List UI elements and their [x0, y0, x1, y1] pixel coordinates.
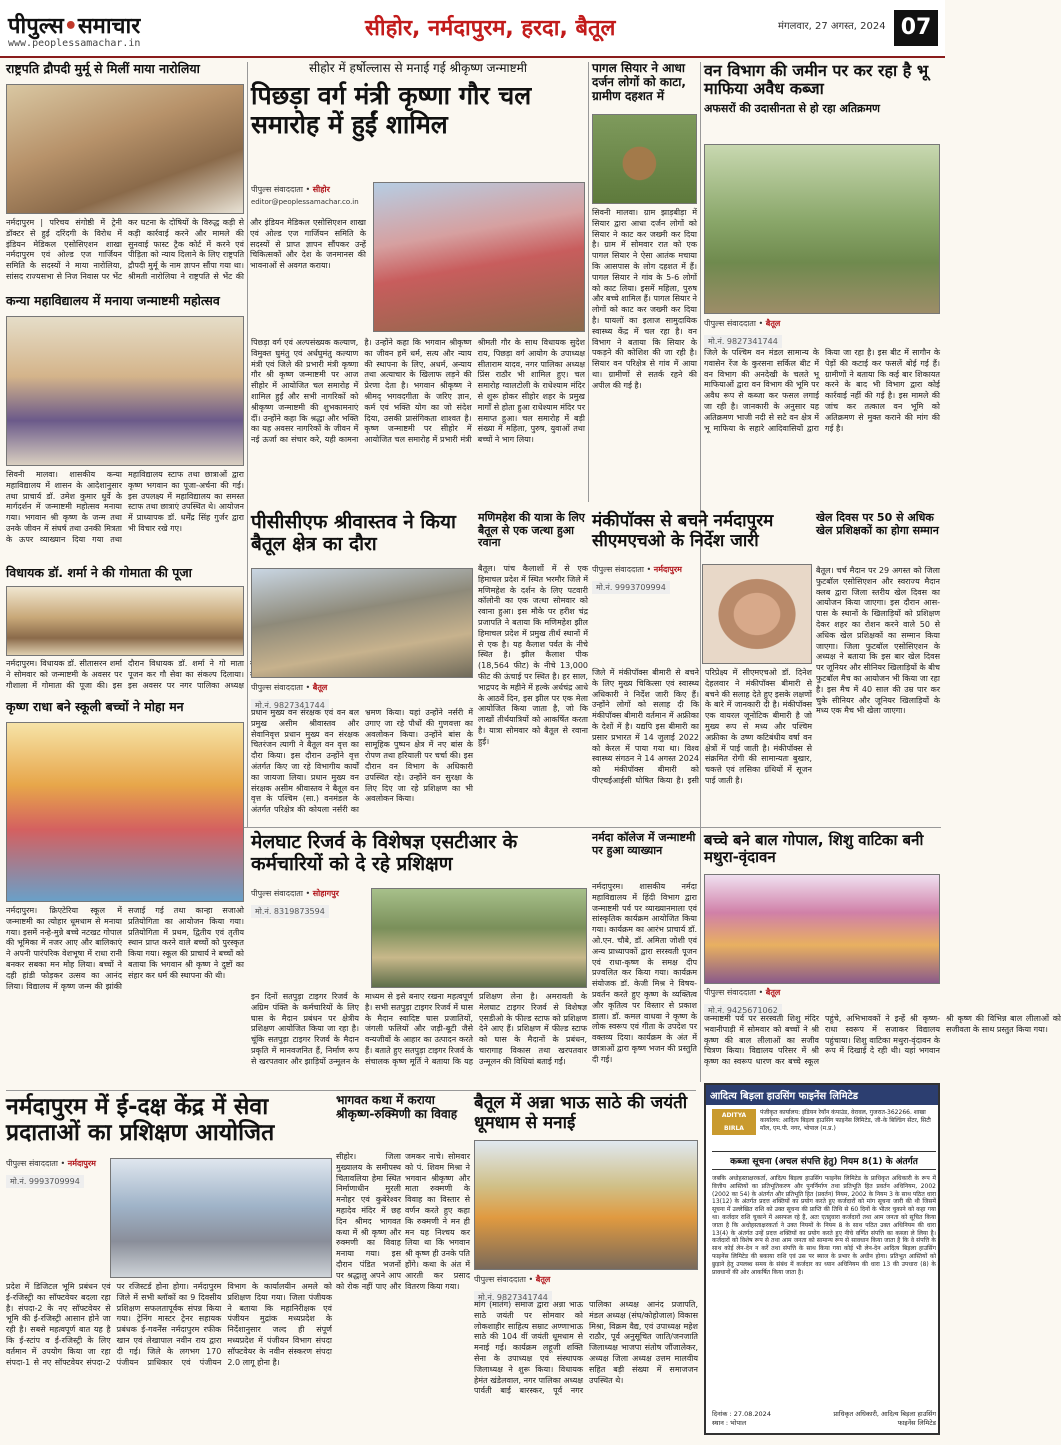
story-body: प्रधान मुख्य वन संरक्षक एवं वन बल प्रमुख असीम श्रीवास्तव और सेवानिवृत्त प्रधान मुख्य वन संरक्षक चितरंजन त्यागी ने बैतूल वन वृत्त का दौरा किया। इस दौरान उन्होंने वृत्त अंतर्गत किए जा रहे विभागीय कार्यों का जायजा लिया। प्रधान मुख्य वन संरक्षक असीम श्रीवास्तव ने बैतूल वन वृत्त के पश्चिम (सा.) वनमंडल के अंतर्गत परिक्षेत्र की कोयला नर्सरी का भ्रमण किया। यहां उन्होंने नर्सरी में उगाए जा रहे पौधों की गुणवत्ता का अवलोकन किया। उन्होंने बांस के सामूहिक पुष्पन क्षेत्र में नए बांस के रोपण तथा हरियाली पर चर्चा की। इस दौरान वन विभाग के अधिकारी उपस्थित रहे। उन्होंने वन सुरक्षा के लिए दिए जा रहे प्रशिक्षण का भी अवलोकन किया। — [251, 708, 473, 815]
story-mobile[interactable]: मो.नं. 9827341744 — [251, 699, 329, 712]
notice-body: जबकि अधोहस्ताक्षरकर्ता, आदित्य बिड़ला हाउसिंग फाइनेंस लिमिटेड के प्राधिकृत अधिकारी के रूप में वित्तीय आस्तियों का प्रतिभूतिकरण और पुनर्निर्माण तथा प्रतिभूति हित प्रवर्तन अधिनियम, 2002 (2002 का 54) के अंतर्गत और प्रतिभूति हित (प्रवर्तन) नियम, 2002 के नियम 3 के साथ पठित धारा 13(12) के अंतर्गत प्रदत्त शक्तियों का प्रयोग करते हुए कर्जदारों को मांग सूचना जारी की थी जिसमें सूचना में उल्लेखित राशि को उक्त सूचना की प्राप्ति की तिथि से 60 दिनों के भीतर चुकाने को कहा गया था। कर्जदार राशि चुकाने में असफल रहे हैं, अतः एतद्द्वारा कर्जदारों तथा आम जनता को सूचित किया जाता है कि अधोहस्ताक्षरकर्ता ने उक्त नियमों के नियम 8 के साथ पठित उक्त अधिनियम की धारा 13(4) के अंतर्गत उन्हें प्रदत्त शक्तियों का प्रयोग करते हुए नीचे वर्णित संपत्ति का कब्जा ले लिया है। कर्जदारों को विशेष रूप से तथा आम जनता को सामान्य रूप से सावधान किया जाता है कि वे संपत्ति के साथ कोई लेन-देन न करें तथा संपत्ति के साथ किया गया कोई भी लेन-देन आदित्य बिड़ला हाउसिंग फाइनेंस लिमिटेड की बकाया राशि एवं उस पर ब्याज के प्रभार के अधीन होगा। प्रतिभूत आस्तियों को छुड़ाने हेतु उपलब्ध समय के संबंध में कर्जदार का ध्यान अधिनियम की धारा 13 की उपधारा (8) के प्रावधानों की ओर आकर्षित किया जाता है। — [712, 1175, 936, 1276]
story-body: पिछड़ा वर्ग एवं अल्पसंख्यक कल्याण, विमुक्त घुमंतु एवं अर्धघुमंतु कल्याण मंत्री एवं जिले की प्रभारी मंत्री कृष्णा गौर श्री कृष्ण जन्माष्टमी पर आज सीहोर में आयोजित चल समारोह में शामिल हुईं और सभी नागरिकों को श्रीकृष्ण जन्माष्टमी की शुभकामनाएं दीं। उन्होंने कहा कि श्रद्धा और भक्ति का यह अवसर नागरिकों के जीवन में नई ऊर्जा का संचार करे, यही कामना है। उन्होंने कहा कि भगवान श्रीकृष्ण का जीवन हमें धर्म, सत्य और न्याय की स्थापना के लिए, अधर्म, अन्याय तथा अत्याचार के खिलाफ लड़ने की प्रेरणा देता है। भगवान श्रीकृष्ण ने श्रीमद् भगवदगीता के जरिए ज्ञान, कर्म एवं भक्ति योग का जो संदेश दिया, उसकी प्रासंगिकता शाश्वत है। कृष्ण जन्माष्टमी पर सीहोर में आयोजित चल समारोह में प्रभारी मंत्री श्रीमती गौर के साथ विधायक सुदेश राय, पिछड़ा वर्ग आयोग के उपाध्यक्ष सीताराम यादव, नगर पालिका अध्यक्ष प्रिंस राठौर भी शामिल हुए। चल समारोह ग्वालटोली के राधेश्याम मंदिर से शुरू होकर सीहोर शहर के प्रमुख मार्गों से होता हुआ राधेश्याम मंदिर पर समाप्त हुआ। चल समारोह में बड़ी संख्या में महिला, पुरुष, युवाओं तथा बच्चों ने भाग लिया। — [251, 338, 585, 445]
story-body: नर्मदापुरम। विधायक डॉ. सीतासरन शर्मा ने सोमवार को जन्माष्टमी के अवसर पर गौशाला में गोमाता की पूजा की। इस दौरान विधायक डॉ. शर्मा ने गो माता पूजन कर गौ सेवा का संकल्प दिलाया। इस अवसर पर नगर पालिका अध्यक्ष — [6, 659, 244, 690]
notice-company: आदित्य बिड़ला हाउसिंग फाइनेंस लिमिटेड — [706, 1085, 938, 1105]
story-headline: मंकीपॉक्स से बचने नर्मदापुरम सीएमएचओ के निर्देश जारी — [592, 511, 774, 551]
notice-signatory: प्राधिकृत अधिकारी, आदित्य बिड़ला हाउसिंग फाइनेंस लिमिटेड — [833, 1410, 936, 1427]
story-body: इन दिनों सतपुड़ा टाइगर रिजर्व के अग्रिम पंक्ति के कर्मचारियों के लिए घास के मैदान प्रबंधन पर क्षेत्रीय प्रशिक्षण आयोजित किया जा रहा है। चूंकि सतपुड़ा टाइगर रिजर्व के मैदान प्रकृति में मानवजनित हैं, निर्माण रूप से खरपतवार और झाड़ियों उन्मूलन के माध्यम से इसे बनाए रखना महत्वपूर्ण है। सभी सतपुड़ा टाइगर रिजर्व में घास के मैदान स्वादिष्ट घास प्रजातियों, जंगली फलियों और जड़ी-बूटी जैसे वन्यजीवों के आहार का उत्पादन करते हैं। बताते हुए सतपुड़ा टाइगर रिजर्व के संचालक कृष्ण मूर्ति ने बताया कि यह प्रशिक्षण लेना है। अमरावती के मेलघाट टाइगर रिजर्व से विशेषज्ञ एसडीओ के फील्ड स्टाफ को प्रशिक्षण देने आए हैं। प्रशिक्षण में फील्ड स्टाफ को घास के मैदानों के प्रबंधन, चारागाह विकास तथा खरपतवार उन्मूलन की विधियां बताई गईं। — [251, 992, 587, 1066]
story-body: नर्मदापुरम। शासकीय नर्मदा महाविद्यालय में हिंदी विभाग द्वारा जन्माष्टमी पर्व पर व्याख्यानमाला एवं सांस्कृतिक कार्यक्रम आयोजित किया गया। कार्यक्रम का आरंभ प्राचार्य डॉ. ओ.एन. चौबे, डॉ. अमिता जोशी एवं अन्य प्राध्यापकों द्वारा सरस्वती पूजन एवं राधा-कृष्ण के समक्ष दीप प्रज्वलित कर किया गया। कार्यक्रम संयोजक डॉ. केजी मिश्र ने विषय-प्रवर्तन करते हुए कृष्ण के व्यक्तित्व और कृतित्व पर विस्तार से प्रकाश डाला। डॉ. कमल वाधवा ने कृष्ण के लोक स्वरूप एवं गीता के उपदेश पर वक्तव्य दिया। कार्यक्रम के अंत में छात्राओं द्वारा कृष्ण भजन की प्रस्तुति दी गई। — [592, 882, 697, 1064]
story-body: मांग (मातंग) समाज द्वारा अन्ना भाऊ साठे जयंती पर सोमवार को लोकशाहीर साहित्य सम्राट अण्णाभाऊ साठे की 104 वीं जयंती धूमधाम से मनाई गई। कार्यक्रम लहूजी शक्ति सेना के उपाध्यक्ष एवं संस्थापक जिलाध्यक्ष ने शुरू किया। विधायक हेमंत खंडेलवाल, नगर पालिका अध्यक्ष पार्वती बाई बारस्कर, पूर्व नगर पालिका अध्यक्ष आनंद प्रजापति, मंडल अध्यक्ष (संघ/कोहोजाल) विकास मिश्रा, विक्रम वैद्य, एवं उपाध्यक्ष महेश राठौर, पूर्व अनुसूचित जाति/जनजाति जिलाध्यक्ष भाजपा संतोष जौंजालेकर, अध्यक्ष जिला अध्यक्ष उत्तम मालवीय सहित बड़ी संख्या में समाजजन उपस्थित थे। — [474, 1300, 698, 1396]
photo-president-meeting[interactable] — [6, 84, 244, 214]
story-cow[interactable] — [6, 566, 244, 698]
story-body: नर्मदापुरम। क्रिएटेरिया स्कूल में जन्माष्टमी का त्योहार धूमधाम से मनाया गया। इसमें नन्हे-मुन्ने बच्चे नटखट गोपाल की भूमिका में नजर आए और बालिकाएं ने अपनी पारंपरिक वेशभूषा में राधा रानी बनकर सबका मन मोह लिया। बच्चों ने दही हांडी फोड़कर उत्सव का आनंद लिया। विद्यालय में कृष्ण जन्म की झांकी सजाई गई तथा कान्हा सजाओ प्रतियोगिता का आयोजन किया गया। प्रतियोगिता में प्रथम, द्वितीय एवं तृतीय स्थान प्राप्त करने वाले बच्चों को पुरस्कृत किया गया। स्कूल की प्राचार्य ने बच्चों को बताया कि भगवान श्री कृष्ण ने दुष्टों का संहार कर धर्म की स्थापना की थी। — [6, 906, 244, 991]
story-body: सीहोर। जिला मुख्यालय के समीपस्थ चितावलिया हेमा स्थित निर्माणाधीन मुरली मनोहर एवं कुबेरेश्वर महादेव मंदिर में छह दिन श्रीमद भागवत कथा में श्री कृष्ण और रुक्मणी का विवाह मनाया गया। इस दौरान पंडित भजनों पर श्रद्धालु अपने आप को रोक नहीं पाए और जमकर नाचे। सोमवार को पं. शिवम मिश्रा ने भगवान श्रीकृष्ण और माता रुक्मणी के विवाह का विस्तार से वर्णन करते हुए कहा कि रुक्मणी ने मन ही मन यह निश्चय कर लिया था कि भगवान श्री कृष्ण ही उनके पति होंगे। कथा के अंत में आरती कर प्रसाद वितरण किया गया। — [336, 1152, 470, 1291]
issue-date: मंगलवार, 27 अगस्त, 2024 — [778, 21, 886, 32]
photo-cow-worship[interactable] — [6, 586, 244, 656]
story-body: प्रदेश में डिजिटल भूमि प्रबंधन एवं ई-रजिस्ट्री का सॉफ्टवेयर बदला रहा है। संपदा-2 के नए सॉफ्टवेयर से भूमि की ई-रजिस्ट्री आसान होने जा रही है। सबसे महत्वपूर्ण बात यह है कि ई-स्टांप व ई-रजिस्ट्री के लिए वर्तमान में उपयोग किया जा रहा संपदा-1 से नए सॉफ्टवेयर संपदा-2 पर रजिस्टर्ड होना होगा। नर्मदापुरम जिले में सभी ब्लॉकों का 9 दिवसीय प्रशिक्षण सफलतापूर्वक संपन्न किया गया। ट्रेनिंग मास्टर ट्रेनर सहायक प्रबंधक ई-गवर्नेंस नर्मदापुरम रफीक खान एवं लेखापाल नवीन राय द्वारा दी गई। जिले के लगभग 170 पंजीयन प्राधिकार एवं पंजीयन विभाग के कार्यालयीन अमले को प्रशिक्षण दिया गया। जिला पंजीयक ने बताया कि महानिरीक्षक एवं पंजीयन मुद्रांक मध्यप्रदेश के निर्देशानुसार जल्द ही संपूर्ण मध्यप्रदेश में पंजीयन विभाग संपदा सॉफ्टवेयर के नवीन संस्करण संपदा 2.0 लागू होना है। — [6, 1282, 332, 1367]
photo-pcc-visit[interactable] — [251, 568, 473, 678]
story-mobile[interactable]: मो.नं. 9827341744 — [704, 335, 782, 348]
notice-date: दिनांक : 27.08.2024 — [712, 1410, 771, 1418]
brand-separator: • — [63, 14, 78, 39]
company-logo — [712, 1109, 756, 1145]
story-body: बैतूल। चर्च मैदान पर 29 अगस्त को जिला फुटबॉल एसोसिएशन और स्वराज्य मैदान क्लब द्वारा जिला स्तरीय खेल दिवस का आयोजन किया जाएगा। इस दौरान आस-पास के स्थानों के खिलाड़ियों को प्रशिक्षण देकर शहर का रोशन करने वाले 50 से अधिक खेल प्रशिक्षकों का सम्मान किया जाएगा। जिला फुटबॉल एसोसिएशन के अध्यक्ष ने बताया कि इस बार खेल दिवस पर जूनियर और सीनियर खिलाड़ियों के बीच फुटबॉल मैच का आयोजन भी किया जा रहा है। इस मैच में 40 साल की उम्र पार कर चुके सीनियर और जूनियर खिलाड़ियों के मध्य एक मैच भी खेला जाएगा। — [816, 566, 940, 716]
section-rule — [6, 1090, 696, 1091]
photo-gopal-stage[interactable] — [704, 874, 940, 984]
story-manimahesh[interactable] — [478, 512, 588, 824]
story-college[interactable] — [6, 294, 244, 564]
photo-annabhau-jayanti[interactable] — [474, 1140, 698, 1270]
website-url[interactable]: www.peoplessamachar.in — [8, 38, 141, 49]
story-body: जिले में मंकीपॉक्स बीमारी से बचने के लिए मुख्य चिकित्सा एवं स्वास्थ्य अधिकारी ने निर्देश जारी किए हैं। उन्होंने लोगों को सलाह दी कि मंकीपॉक्स बीमारी वर्तमान में अफ्रीका के देशों में है। यद्यपि इस बीमारी का प्रसार प्रभारत में 14 जुलाई 2022 को केरल में पाया गया था। विश्व स्वास्थ्य संगठन ने 14 अगस्त 2024 को मंकीपॉक्स बीमारी को पीएचईआईसी घोषित किया है। इसी परिप्रेक्ष्य में सीएमएचओ डॉ. दिनेश देहलवार ने मंकीपॉक्स बीमारी से बचने की सलाह देते हुए इसके लक्षणों के बारे में जानकारी दी है। मंकीपॉक्स एक वायरल जूनोटिक बीमारी है जो मुख्य रूप से मध्य और पश्चिम अफ्रीका के उष्ण कटिबंधीय वर्षा वन क्षेत्रों में पाई जाती है। मंकीपॉक्स से संक्रमित रोगी की सामान्यतः बुखार, चकत्ते एवं लसिका ग्रंथियों में सूजन पाई जाती है। — [592, 668, 812, 785]
story-body: बैतूल। पांच कैलाशों में से एक हिमाचल प्रदेश में स्थित भरमौर जिले में मणिमहेश के दर्शन के लिए पटवारी कॉलोनी का एक जत्था सोमवार को रवाना हुआ। इस मौके पर हरीश चंद्र प्रजापति ने बताया कि मणिमहेश झील हिमाचल प्रदेश में प्रमुख तीर्थ स्थानों में से एक है। यह कैलाश पर्वत के नीचे स्थित है। झील कैलाश पीक (18,564 फीट) के नीचे 13,000 फीट की ऊंचाई पर स्थित है। हर साल, भाद्रपद के महीने में हल्के अर्धचंद्र आधे के आठवें दिन, इस झील पर एक मेला आयोजित किया जाता है, जो कि लाखों तीर्थयात्रियों को आकर्षित करता है। यात्रा सोमवार को बैतूल से रवाना हुई। — [478, 564, 588, 746]
story-kicker: सीहोर में हर्षोल्लास से मनाई गई श्रीकृष्ण जन्माष्टमी — [309, 61, 527, 75]
story-body: जिले के पश्चिम वन मंडल सामान्य के गवासेन रेंज के कुरसना सर्किल बीट में वन विभाग की अनदेखी के चलते भू माफियाओं द्वारा वन विभाग की भूमि पर अवैध रूप से कब्जा कर फसल लगाई जा रही है। जानकारी के अनुसार यह अतिक्रमण भाजी नदी से सटे वन क्षेत्र में भू माफिया के सहारे आदिवासियों द्वारा किया जा रहा है। इस बीट में सागौन के पेड़ों की कटाई कर फसलें बोई गई हैं। ग्रामीणों ने बताया कि कई बार शिकायत करने के बाद भी विभाग द्वारा कोई कार्रवाई नहीं की गई है। इस मामले की जांच कर तत्काल वन भूमि को अतिक्रमण से मुक्त कराने की मांग की गई है। — [704, 348, 940, 433]
story-pcc[interactable] — [251, 512, 473, 824]
story-byline: पीपुल्स संवाददाता • सीहोर — [251, 185, 330, 194]
story-mobile[interactable]: मो.नं. 9993709994 — [592, 581, 670, 594]
story-headline: बच्चे बने बाल गोपाल, शिशु वाटिका बनी मथुरा-वृंदावन — [704, 831, 924, 867]
logo-line-2: CAPITAL — [720, 1138, 748, 1145]
story-headline: कन्या महाविद्यालय में मनाया जन्माष्टमी महोत्सव — [6, 293, 220, 308]
story-headline: वन विभाग की जमीन पर कर रहा है भू माफिया अवैध कब्जा — [704, 61, 929, 99]
story-mobile[interactable]: मो.नं. 8319873594 — [251, 905, 329, 918]
story-bhagwat[interactable] — [336, 1094, 470, 1440]
photo-kids-krishna[interactable] — [6, 722, 244, 902]
story-subhead: अफसरों की उदासीनता से हो रहा अतिक्रमण — [704, 101, 880, 115]
story-byline: पीपुल्स संवाददाता • नर्मदापुरम — [6, 1159, 96, 1168]
story-sports[interactable] — [816, 512, 940, 824]
story-headline: कृष्ण राधा बने स्कूली बच्चों ने मोहा मन — [6, 699, 184, 714]
story-headline: पीसीसीएफ श्रीवास्तव ने किया बैतूल क्षेत्र का दौरा — [251, 511, 456, 555]
story-mobile[interactable]: मो.नं. 9993709994 — [6, 1175, 84, 1188]
story-mobile[interactable]: मो.नं. 9827341744 — [474, 1291, 552, 1304]
column-rule — [247, 62, 248, 827]
photo-jackal[interactable] — [592, 114, 697, 204]
story-body: सिवनी मालवा। शासकीय कन्या महाविद्यालय में शासन के आदेशानुसार तथा प्राचार्य डॉ. उमेश कुमार धुर्वे के मार्गदर्शन में जन्माष्टमी महोत्सव मनाया गया। भगवान श्री कृष्ण के जन्म तथा उनके जीवन में संघर्ष तथा उनकी मित्रता के ऊपर व्याख्यान दिया गया तथा महाविद्यालय स्टाफ तथा छात्राओं द्वारा कृष्ण भगवान का पूजा-अर्चना की गई। इस उपलक्ष्य में महाविद्यालय का समस्त स्टाफ तथा छात्राएं उपस्थित थे। आयोजन में प्राध्यापक डॉ. धर्मेंद्र सिंह गुर्जर द्वारा भी विचार रखे गए। — [6, 470, 244, 544]
story-minister[interactable] — [251, 62, 585, 507]
story-gopal[interactable] — [704, 831, 1061, 1077]
story-body: जन्माष्टमी पर्व पर सरस्वती शिशु मंदिर भवानीपाड़ी में सोमवार को बच्चों ने श्री कृष्ण की बाल लीलाओं का सजीव चित्रण किया। विद्यालय परिसर में श्री कृष्ण का स्वरूप धारण कर बच्चे स्कूल पहुंचे, अभिभावकों ने इन्हें श्री कृष्ण-राधा स्वरूप में सजाकर विद्यालय पहुंचाया। शिशु वाटिका मथुरा-वृंदावन के रूप में दिखाई दे रही थी। यहां भगवान श्री कृष्ण की विभिन्न बाल लीलाओं को सजीवता के साथ प्रस्तुत किया गया। — [704, 1014, 1061, 1067]
notice-place: स्थान : भोपाल — [712, 1419, 747, 1427]
notice-address: पंजीकृत कार्यालय: इंडियन रेयॉन कंपाउंड, वेरावल, गुजरात-362266. शाखा कार्यालय: आदित्य बिड़ला हाउसिंग फाइनेंस लिमिटेड, जी-के बिल्डिंग सेंटर, सिटी मॉल, एम.पी. नगर, भोपाल (म.प्र.) — [760, 1109, 931, 1132]
story-byline: पीपुल्स संवाददाता • सोहागपुर — [251, 889, 339, 898]
photo-minister-procession[interactable] — [373, 182, 585, 332]
story-jackal[interactable] — [592, 62, 697, 502]
story-headline: खेल दिवस पर 50 से अधिक खेल प्रशिक्षकों का होगा सम्मान — [816, 511, 939, 537]
brand-left: पीपुल्स — [8, 14, 64, 39]
story-byline: पीपुल्स संवाददाता • बैतूल — [704, 988, 781, 997]
notice-title: कब्जा सूचना (अचल संपत्ति हेतु) नियम 8(1) के अंतर्गत — [712, 1151, 936, 1170]
notice-footer — [712, 1409, 936, 1427]
story-kids[interactable] — [6, 700, 244, 1085]
story-headline: भागवत कथा में कराया श्रीकृष्ण-रुक्मिणी का विवाह — [336, 1093, 458, 1121]
story-byline: पीपुल्स संवाददाता • बैतूल — [251, 683, 328, 692]
column-rule — [588, 62, 589, 502]
story-byline: पीपुल्स संवाददाता • बैतूल — [474, 1275, 551, 1284]
story-headline: पागल सियार ने आधा दर्जन लोगों को काटा, ग्रामीण दहशत में — [592, 61, 686, 103]
story-headline: मेलघाट रिजर्व के विशेषज्ञ एसटीआर के कर्मचारियों को दे रहे प्रशिक्षण — [251, 831, 518, 875]
story-lecture[interactable] — [592, 832, 697, 1087]
story-edaksh[interactable] — [6, 1094, 332, 1440]
legal-notice[interactable] — [704, 1083, 940, 1435]
story-headline: पिछड़ा वर्ग मंत्री कृष्णा गौर चल समारोह में हुईं शामिल — [251, 80, 532, 139]
story-headline: नर्मदा कॉलेज में जन्माष्टमी पर हुआ व्याख्यान — [592, 831, 696, 857]
story-body: सिवनी मालवा। ग्राम झाड़बीड़ा में सियार द्वारा आधा दर्जन लोगों को सियार ने काट कर जख्मी कर दिया है। ग्राम में सोमवार रात को एक पागल सियार ने ऐसा आतंक मचाया कि आसपास के लोग दहशत में हैं। पागल सियार ने गांव के 5-6 लोगों को काट लिया। इसमें महिला, पुरुष और बच्चे शामिल हैं। पागल सियार ने लोगों को काट कर जख्मी कर दिया है। घायलों का इलाज सामुदायिक स्वास्थ्य केंद्र में चल रहा है। वन विभाग ने बताया कि सियार के पकड़ने की कोशिश की जा रही है। सियार वन परिक्षेत्र से गांव में आया था। ग्रामीणों से सतर्क रहने की अपील की गई है। — [592, 208, 697, 390]
photo-college-event[interactable] — [6, 316, 244, 466]
story-headline: बैतूल में अन्ना भाऊ साठे की जयंती धूमधाम से मनाई — [474, 1093, 688, 1133]
masthead — [0, 0, 945, 58]
photo-mpox-lesions[interactable] — [702, 564, 812, 664]
photo-forest-encroachment[interactable] — [704, 144, 940, 314]
story-byline: पीपुल्स संवाददाता • नर्मदापुरम — [592, 565, 682, 574]
story-melghat[interactable] — [251, 832, 587, 1087]
story-annabhau[interactable] — [474, 1094, 698, 1440]
story-headline: नर्मदापुरम में ई-दक्ष केंद्र में सेवा प्रदाताओं का प्रशिक्षण आयोजित — [6, 1094, 275, 1147]
story-headline: राष्ट्रपति द्रौपदी मुर्मू से मिलीं माया नारोलिया — [6, 61, 200, 76]
story-body: नर्मदापुरम | परिचय संगोष्ठी में ट्रेनी डॉक्टर से हुई दरिंदगी के विरोध में इंडियन मेडिकल एसोसिएशन शाखा नर्मदापुरम एवं ओल्ड एज गार्जियन समिति के सदस्यों ने माया नारोलिया, सांसद राज्यसभा से निज निवास पर भेंट कर घटना के दोषियों के विरुद्ध कड़ी से कड़ी कार्रवाई करने और मामले की सुनवाई फास्ट ट्रैक कोर्ट में करने एवं पीड़िता को न्याय दिलाने के लिए राष्ट्रपति द्रौपदी मुर्मू के नाम ज्ञापन सौंपा गया था। श्रीमती नारोलिया ने राष्ट्रपति से भेंट की और इंडियन मेडिकल एसोसिएशन शाखा एवं ओल्ड एज गार्जियन समिति के सदस्यों से प्राप्त ज्ञापन सौंपकर उन्हें चिकित्सकों और देश के जनमानस की भावनाओं से अवगत कराया। — [6, 218, 366, 281]
region-title: सीहोर, नर्मदापुरम, हरदा, बैतूल — [365, 16, 616, 41]
brand-right: समाचार — [77, 14, 141, 39]
story-headline: विधायक डॉ. शर्मा ने की गोमाता की पूजा — [6, 565, 192, 580]
story-mpox[interactable] — [592, 512, 812, 824]
photo-edaksh-training[interactable] — [110, 1158, 332, 1278]
story-forest[interactable] — [704, 62, 940, 502]
logo-line-1: ADITYA BIRLA — [721, 1112, 747, 1132]
page-number: 07 — [894, 10, 938, 46]
story-headline: मणिमहेश की यात्रा के लिए बैतूल से एक जत्था हुआ रवाना — [478, 511, 585, 550]
brand-logo[interactable] — [8, 10, 140, 40]
story-email[interactable]: editor@peoplessamachar.co.in — [251, 198, 359, 206]
story-mobile[interactable]: मो.नं. 9425671062 — [704, 1004, 782, 1017]
story-byline: पीपुल्स संवाददाता • बैतूल — [704, 319, 781, 328]
photo-melghat-training[interactable] — [371, 888, 587, 988]
